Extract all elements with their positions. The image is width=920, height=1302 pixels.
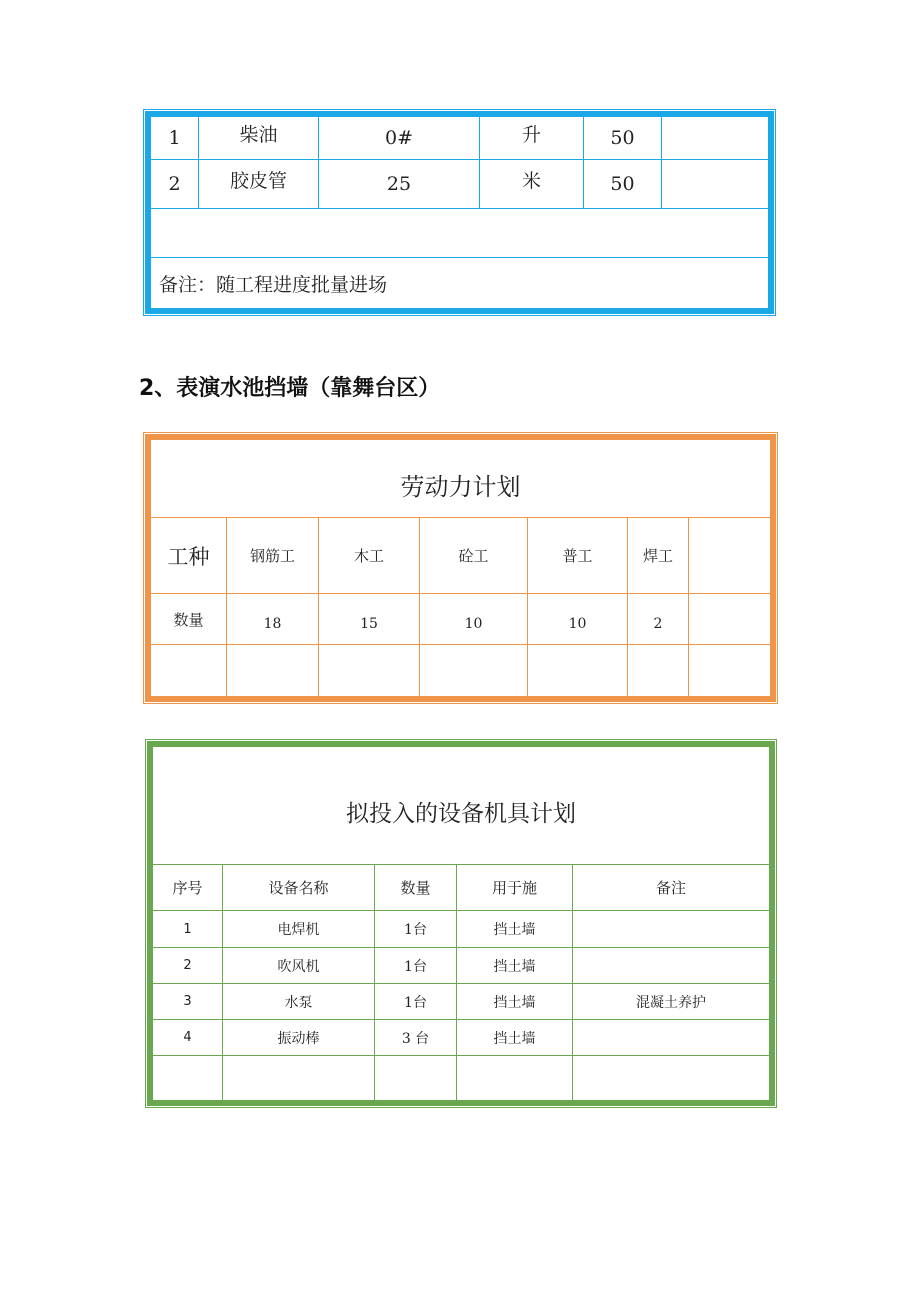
equipment-note xyxy=(573,911,770,948)
material-unit: 升 xyxy=(480,117,584,160)
equipment-name: 电焊机 xyxy=(223,911,375,948)
material-qty: 50 xyxy=(584,117,662,160)
table-row xyxy=(151,594,771,645)
header-name: 设备名称 xyxy=(223,865,375,911)
material-extra xyxy=(662,117,769,160)
equipment-use: 挡土墙 xyxy=(457,1020,573,1056)
equipment-no: 3 xyxy=(153,984,223,1020)
equipment-plan-title: 拟投入的设备机具计划 xyxy=(153,747,770,865)
header-no: 序号 xyxy=(153,865,223,911)
empty-cell xyxy=(689,594,771,645)
equipment-name: 吹风机 xyxy=(223,948,375,984)
material-name: 胶皮管 xyxy=(199,160,319,209)
empty-cell xyxy=(689,645,771,697)
equipment-use: 挡土墙 xyxy=(457,948,573,984)
row-number: 2 xyxy=(151,160,199,209)
table-row xyxy=(151,117,769,160)
equipment-note xyxy=(573,1020,770,1056)
material-extra xyxy=(662,160,769,209)
header-qty: 数量 xyxy=(375,865,457,911)
empty-cell xyxy=(375,1056,457,1101)
material-spec: 25 xyxy=(319,160,480,209)
materials-note: 备注：随工程进度批量进场 xyxy=(151,258,769,309)
section-heading: 2、表演水池挡墙（靠舞台区） xyxy=(139,376,441,401)
material-spec: 0# xyxy=(319,117,480,160)
empty-cell xyxy=(420,645,528,697)
material-unit: 米 xyxy=(480,160,584,209)
equipment-qty: 1台 xyxy=(375,911,457,948)
trade-count: 10 xyxy=(528,594,628,645)
trade-count: 10 xyxy=(420,594,528,645)
trade-name: 钢筋工 xyxy=(227,518,319,594)
equipment-use: 挡土墙 xyxy=(457,911,573,948)
equipment-no: 4 xyxy=(153,1020,223,1056)
equipment-qty: 1台 xyxy=(375,948,457,984)
trade-count: 15 xyxy=(319,594,420,645)
empty-row xyxy=(151,645,771,697)
empty-cell xyxy=(573,1056,770,1101)
material-name: 柴油 xyxy=(199,117,319,160)
materials-table xyxy=(145,111,774,314)
equipment-plan-table xyxy=(147,741,775,1106)
labor-plan-title: 劳动力计划 xyxy=(151,440,771,518)
equipment-no: 2 xyxy=(153,948,223,984)
trade-count: 18 xyxy=(227,594,319,645)
qty-label: 数量 xyxy=(151,594,227,645)
empty-cell xyxy=(689,518,771,594)
equipment-note: 混凝土养护 xyxy=(573,984,770,1020)
trade-type-label: 工种 xyxy=(151,518,227,594)
table-row xyxy=(153,984,770,1020)
material-qty: 50 xyxy=(584,160,662,209)
header-note: 备注 xyxy=(573,865,770,911)
header-row xyxy=(153,865,770,911)
empty-cell xyxy=(457,1056,573,1101)
labor-plan-table xyxy=(145,434,776,702)
equipment-use: 挡土墙 xyxy=(457,984,573,1020)
empty-cell xyxy=(227,645,319,697)
empty-cell xyxy=(319,645,420,697)
empty-cell xyxy=(151,209,769,258)
table-row xyxy=(153,911,770,948)
equipment-qty: 3 台 xyxy=(375,1020,457,1056)
trade-name: 木工 xyxy=(319,518,420,594)
empty-cell xyxy=(153,1056,223,1101)
equipment-note xyxy=(573,948,770,984)
trade-name: 焊工 xyxy=(628,518,689,594)
trade-name: 普工 xyxy=(528,518,628,594)
table-row xyxy=(153,1020,770,1056)
table-row xyxy=(153,948,770,984)
header-use: 用于施 xyxy=(457,865,573,911)
equipment-no: 1 xyxy=(153,911,223,948)
empty-row xyxy=(153,1056,770,1101)
empty-cell xyxy=(151,645,227,697)
equipment-name: 水泵 xyxy=(223,984,375,1020)
title-row xyxy=(153,747,770,865)
trade-name: 砼工 xyxy=(420,518,528,594)
note-row xyxy=(151,258,769,309)
table-row xyxy=(151,160,769,209)
equipment-qty: 1台 xyxy=(375,984,457,1020)
title-row xyxy=(151,440,771,518)
empty-cell xyxy=(223,1056,375,1101)
row-number: 1 xyxy=(151,117,199,160)
empty-cell xyxy=(528,645,628,697)
trade-count: 2 xyxy=(628,594,689,645)
empty-cell xyxy=(628,645,689,697)
equipment-name: 振动棒 xyxy=(223,1020,375,1056)
table-row xyxy=(151,518,771,594)
empty-row xyxy=(151,209,769,258)
